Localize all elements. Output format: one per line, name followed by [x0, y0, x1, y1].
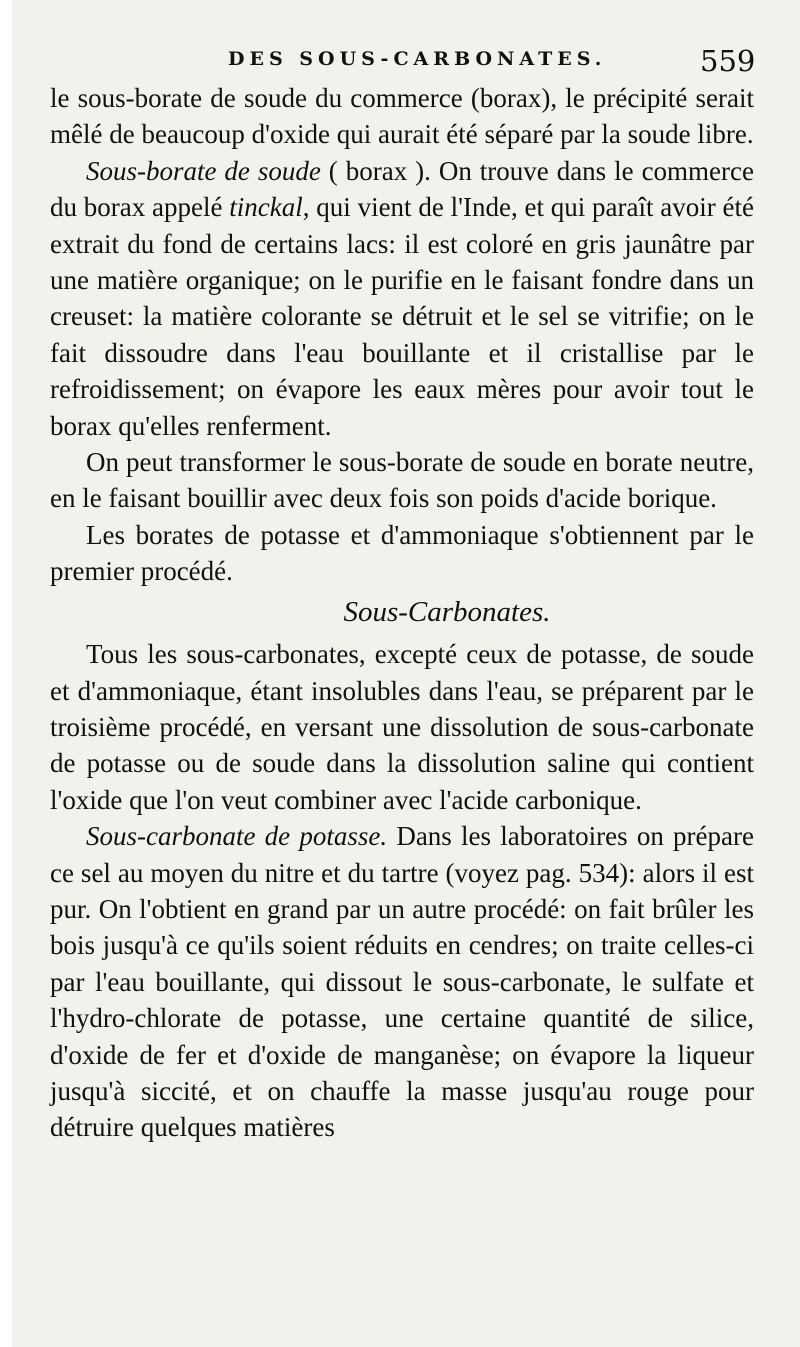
term-tinckal: tinckal [229, 192, 303, 223]
paragraph-borate-neutre: On peut transformer le sous-borate de soude en borate neutre, en le faisant bouillir avec deux fois son poids d'acide borique. [50, 447, 754, 514]
paragraph-sous-carbonate-potasse [50, 818, 754, 1146]
page-bottom-margin [0, 1300, 800, 1347]
paragraph-text: On trouve dans le commerce du borax appelé [50, 155, 754, 223]
section-title: Sous-Carbonates. [343, 595, 551, 628]
paragraph-text: Dans les laboratoires on prépare ce sel au moyen du nitre et du tartre (voyez pag. 534): alors il est pur. On l'obtient en grand par un autre procédé: on fait brûler les bois jusqu'à ce qu'ils soient réduits en cendres; on traite celles-ci par l'eau bouillante, qui dissout le sous-carbonate, le sulfate et l'hydro-chlorate de potasse, une certaine quantité de silice, d'oxide de fer et d'oxide de manganèse; on évapore la liqueur jusqu'à siccité, et on chauffe la masse jusqu'au rouge pour détruire quelques matières [50, 821, 754, 1143]
subheading-sous-borate: Sous-borate de soude [86, 155, 321, 186]
subheading-sous-carbonate-potasse: Sous-carbonate de potasse. [86, 821, 388, 852]
running-title: DES SOUS-CARBONATES. [228, 48, 607, 70]
paragraph-text: , qui vient de l'Inde, et qui paraît avoir été extrait du fond de certains lacs: il est coloré en gris jaunâtre par une matière organique; on le purifie en le faisant fondre dans un creuset: la matière colorante se détruit et le sel se vitrifie; on le fait dissoudre dans l'eau bouillante et il cristallise par le refroidissement; on évapore les eaux mères pour avoir tout le borax qu'elles renferment. [50, 192, 754, 441]
body-text [50, 80, 754, 1146]
page-header [0, 44, 800, 84]
paragraph-borates-potasse: Les borates de potasse et d'ammoniaque s'obtiennent par le premier procédé. [50, 519, 754, 587]
page-gutter [0, 0, 12, 1347]
page-number: 559 [700, 44, 756, 78]
borax-paren: ( borax ). [320, 155, 439, 186]
paragraph-sous-borate [50, 153, 754, 444]
paragraph-sous-carbonates: Tous les sous-carbonates, excepté ceux de potasse, de soude et d'ammoniaque, étant insolubles dans l'eau, se préparent par le troisième procédé, en versant une dissolution de sous-carbonate de potasse ou de soude dans la dissolution saline qui contient l'oxide que l'on veut combiner avec l'acide carbonique. [50, 639, 754, 815]
paragraph-continuation: le sous-borate de soude du commerce (borax), le précipité serait mêlé de beaucoup d'oxide qui aurait été séparé par la soude libre. [50, 83, 754, 150]
